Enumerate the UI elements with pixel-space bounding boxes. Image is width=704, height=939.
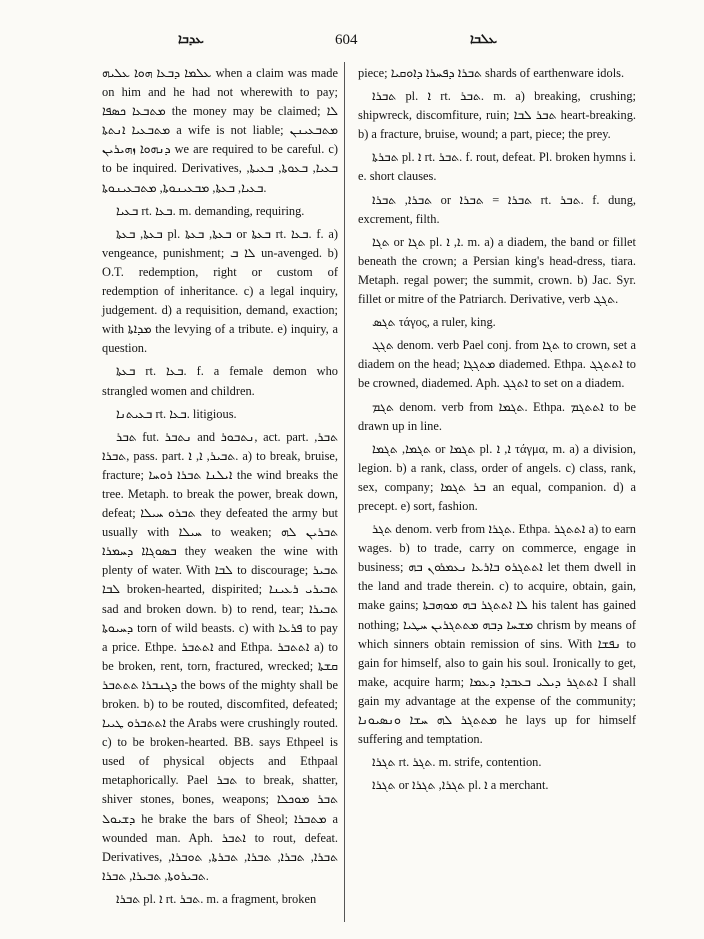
entry: ܬܒܪ fut. ܢܬܒܪ and ܢܬܒܘܪ, act. part. ܬܒܪ, ܬܒܪܐ, pass. part. ܬܒܝܪ, ܐ, ܐ. a) to break, bruise, fracture; ܐܝܠܢܐ ܬܒܪܐ ܪܘܚܐ the wind breaks the tree. Metaph. to break the power, break down, defeat; ܬܒܪܘ ܚܝܠܐ they defeated the army but usually with ܚܝܠܐ to weaken; ܬܒܪܝܢ ܠܗ ܒܣܘܓܐܐ ܕܚܡܪܐ they weaken the wine with plenty of water. With ܠܒܐ to discourage; ܬܒܝܪ ܠܒܐ broken-hearted, dispirited; ܬܒܝܪܝ ܪܥܝܢܐ sad and broken down. b) to rend, tear; ܬܒܝܪܐ ܕܚܝܘܬܐ torn of wild beasts. c) with ܦܪܥܐ to pay a price. Ethpe. ܐܬܬܒܪ and Ethpa. ܐܬܬܒܪ a) to be broken, rent, torn, fractured, wrecked; ܩܫܬܐ ܕܓܢܒܪܐ ܬܬܬܒܪ the bows of the mighty shall be broken. b) to be routed, discomfited, defeated; ܐܬܬܒܪܘ ܛܝܝܐ the Arabs were crushingly routed. c) to be broken-hearted. BB. says Ethpeel is used of physical objects and Ethpaal metaphorically. Pael ܬܒܪ to break, shatter, shiver stones, bones, weapons; ܬܒܪ ܡܘܟܠܐ ܕܫܝܘܠ he brake the bars of Sheol; ܡܬܒܪܐ a wounded man. Aph. ܐܬܒܪ to rout, defeat. Derivatives, ܬܒܪܐ, ܬܒܪܐ, ܬܒܪܐ, ܬܒܪܬܐ, ܬܘܒܪܐ, ܬܒܝܪܘܬܐ, ܬܒܝܪܐ, ܬܒܪܐ. — [102, 429, 339, 883]
entry: ܬܓܪܐ rt. ܬܓܪ. m. strife, contention. — [372, 755, 542, 770]
entry: ܒܥܝܐ rt. ܒܥܐ. m. demanding, requiring. — [116, 203, 305, 218]
page-header — [0, 28, 704, 60]
left-column — [102, 64, 338, 909]
entry: ܬܒܪܐ pl. ܐ rt. ܬܒܪ. m. a fragment, broken — [116, 891, 317, 906]
entry: ܬܓܪܐ or ܬܓܪܐ, ܬܓܪܐ pl. ܐ a merchant. — [372, 778, 549, 793]
running-head-left: ܥܕܒܐ — [178, 32, 204, 47]
entry: ܒܥܬܐ, ܒܥܬܐ pl. ܒܥܬܐ, ܒܥܬܐ or ܒܥܬܐ rt. ܒܥܐ. f. a) vengeance, punishment; ܠܐ ܒ un-avenged. b) O.T. redemption, right or custom of redemption of inheritance. c) a legal inquiry, judgement. d) a requisition, demand, exaction; with ܡܕܐܬܐ the levying of a tribute. e) inquiry, a question. — [102, 226, 338, 356]
entry: ܬܓܡ denom. verb from ܬܓܡܐ. Ethpa. ܐܬܬܓܡ to be drawn up in line. — [358, 399, 636, 433]
page-number: 604 — [335, 32, 358, 48]
entry: ܒܥܝܬܢܐ rt. ܒܥܐ. litigious. — [116, 406, 237, 421]
entry: ܬܒܪܐ pl. ܐ rt. ܬܒܪ. m. a) breaking, crushing; shipwreck, discomfiture, ruin; ܬܒܪ ܠܒܐ heart-breaking. b) a fracture, bruise, wound; a part, piece; the prey. — [358, 89, 636, 142]
entry: ܬܓܪ denom. verb from ܬܓܪܐ. Ethpa. ܐܬܬܓܪ a) to earn wages. b) to trade, carry on commerce, engage in business; ܐܬܬܓܪܘ ܒܐܪܥܐ ܢܥܡܪܘܢ ܒܗ let them dwell in the land and trade therein. c) to acquire, obtain, gain, make gains; ܠܐ ܐܬܬܓܪ ܒܗ ܡܘܗܒܬܐ his talent has gained nothing; ܡܫܚܐ ܕܒܗ ܡܬܬܓܪܝܢ ܚܛܝܐ chrism by means of which sinners obtain remission of sins. With ܢܦܫܐ to gain for himself, also to gain his soul. Ironically to get, make, acquire harm; ܐܬܬܓܪ ܕܝܠܝ ܒܥܒܕܐ ܕܥܡܐ I shall gain my advantage at the expense of the community; ܡܬܬܓܪ ܠܗ ܚܫܐ ܘܢܣܝܘܢܐ he lays up for himself suffering and temptation. — [358, 522, 636, 747]
entry: ܬܒܪܐ, ܬܒܪܐ or ܬܒܪܐ = ܬܒܪܐ rt. ܬܒܪ. f. dung, excrement, filth. — [358, 192, 636, 226]
entry: ܬܓܡܐ, ܬܓܡܐ or ܬܓܡܐ pl. ܐ, ܐ τάγμα, m. a) a division, legion. b) a rank, class, order of angels. c) class, rank, sex, company; ܒܪ ܬܓܡܐ an equal, companion. d) a precept. e) sort, fashion. — [358, 441, 636, 513]
running-head-right: ܥܠܒܐ — [470, 32, 498, 47]
entry-continued: ܥܠܡܐ ܕܒܥܐ ܗܘܐ ܥܠܝܗ when a claim was made on him and he had not wherewith to pay; ܡܬܒܥܐ ܟܣܦܐ the money may be claimed; ܠܐ ܡܬܒܥܝܐ ܐܢܬܬܐ a wife is not liable; ܡܬܒܥܝܢܢ ܕܢܗܘܐ ܙܗܝܪܝܢ we are required to be careful. c) to be inquired. Derivatives, ܒܥܝܐ, ܒܥܘܬܐ, ܒܥܝܬܐ, ܒܥܝܐ, ܒܥܬܐ, ܡܒܥܝܢܘܬܐ, ܡܬܒܥܝܢܘܬܐ. — [102, 66, 339, 195]
entry-continued: piece; ܬܒܪܐ ܕܦܚܪܐ ܕܐܘܩܝܐ shards of earthenware idols. — [358, 66, 625, 80]
entry: ܬܒܪܬܐ pl. ܐ rt. ܬܒܪ. f. rout, defeat. Pl. broken hymns i. e. short clauses. — [358, 150, 636, 184]
entry: ܬܓܣ τάγος, a ruler, king. — [372, 315, 496, 330]
entry: ܬܓܓ denom. verb Pael conj. from ܬܓܐ to crown, set a diadem on the head; ܡܬܓܓܐ diademed. Ethpa. ܐܬܬܓܓ to be crowned, diademed. Aph. ܐܬܓܓ to set on a diadem. — [358, 338, 636, 391]
entry: ܒܥܬܐ rt. ܒܥܐ. f. a female demon who strangled women and children. — [102, 364, 338, 398]
entry: ܬܓܐ or ܬܓܐ pl. ܐ, ܐ. m. a) a diadem, the band or fillet beneath the crown; a Persian king's head-dress, tiara. Metaph. regal power; the summit, crown. b) Jac. Syr. fillet or mitre of the Patriarch. Derivative, verb ܬܓܓ. — [358, 234, 636, 307]
right-column — [358, 64, 636, 795]
column-divider — [344, 62, 345, 922]
